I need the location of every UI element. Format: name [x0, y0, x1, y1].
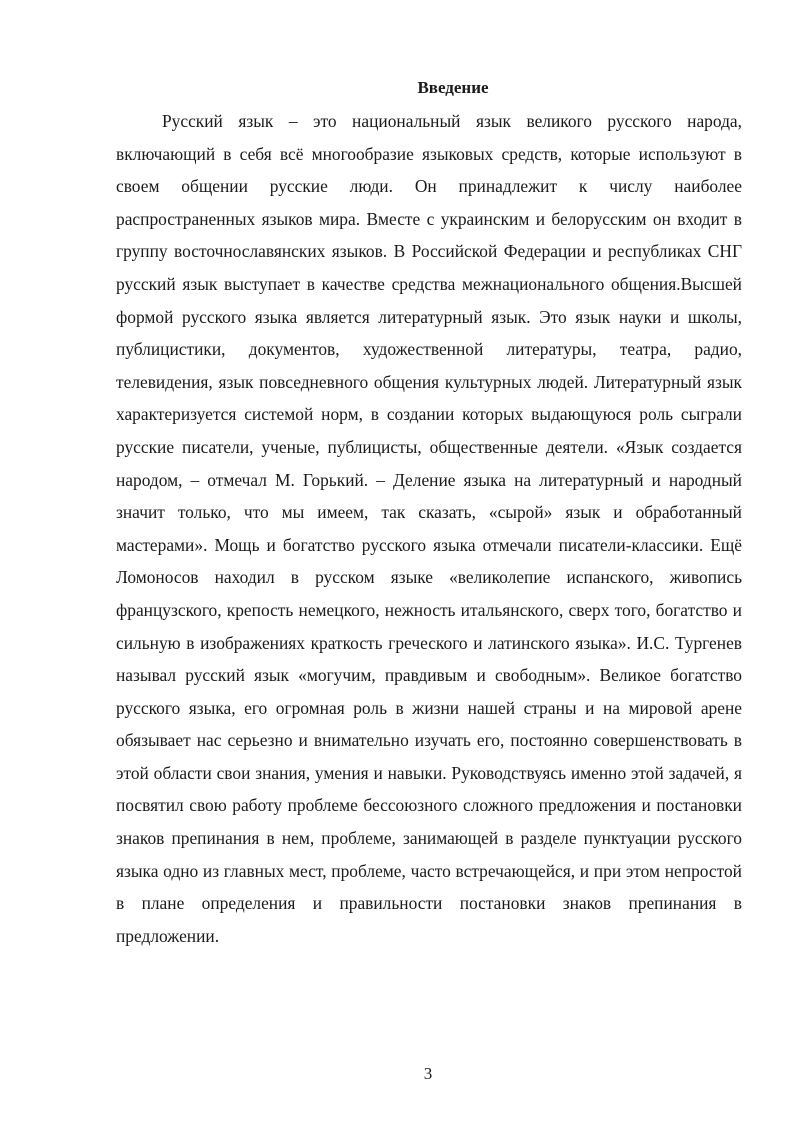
body-paragraph: Русский язык – это национальный язык великого русского народа, включающий в себя всё многообразие языковых средств, которые используют в своем общении русские люди. Он принадлежит к числу наиболее распространенных языков мира. Вместе с украинским и белорусским он входит в группу восточнославянских языков. В Российской Федерации и республиках СНГ русский язык выступает в качестве средства межнационального общения.Высшей формой русского языка является литературный язык. Это язык науки и школы, публицистики, документов, художественной литературы, театра, радио, телевидения, язык повседневного общения культурных людей. Литературный язык характеризуется системой норм, в создании которых выдающуюся роль сыграли русские писатели, ученые, публицисты, общественные деятели. «Язык создается народом, – отмечал М. Горький. – Деление языка на литературный и народный значит только, что мы имеем, так сказать, «сырой» язык и обработанный мастерами». Мощь и богатство русского языка отмечали писатели-классики. Ещё Ломоносов находил в русском языке «великолепие испанского, живопись французского, крепость немецкого, нежность итальянского, сверх того, богатство и сильную в изображениях краткость греческого и латинского языка». И.С. Тургенев называл русский язык «могучим, правдивым и свободным». Великое богатство русского языка, его огромная роль в жизни нашей страны и на мировой арене обязывает нас серьезно и внимательно изучать его, постоянно совершенствовать в этой области свои знания, умения и навыки. Руководствуясь именно этой задачей, я посвятил свою работу проблеме бессоюзного сложного предложения и постановки знаков препинания в нем, проблеме, занимающей в разделе пунктуации русского языка одно из главных мест, проблеме, часто встречающейся, и при этом непростой в плане определения и правильности постановки знаков препинания в предложении.: [116, 111, 742, 946]
page-number: 3: [423, 1064, 433, 1083]
section-heading: Введение: [417, 78, 489, 97]
